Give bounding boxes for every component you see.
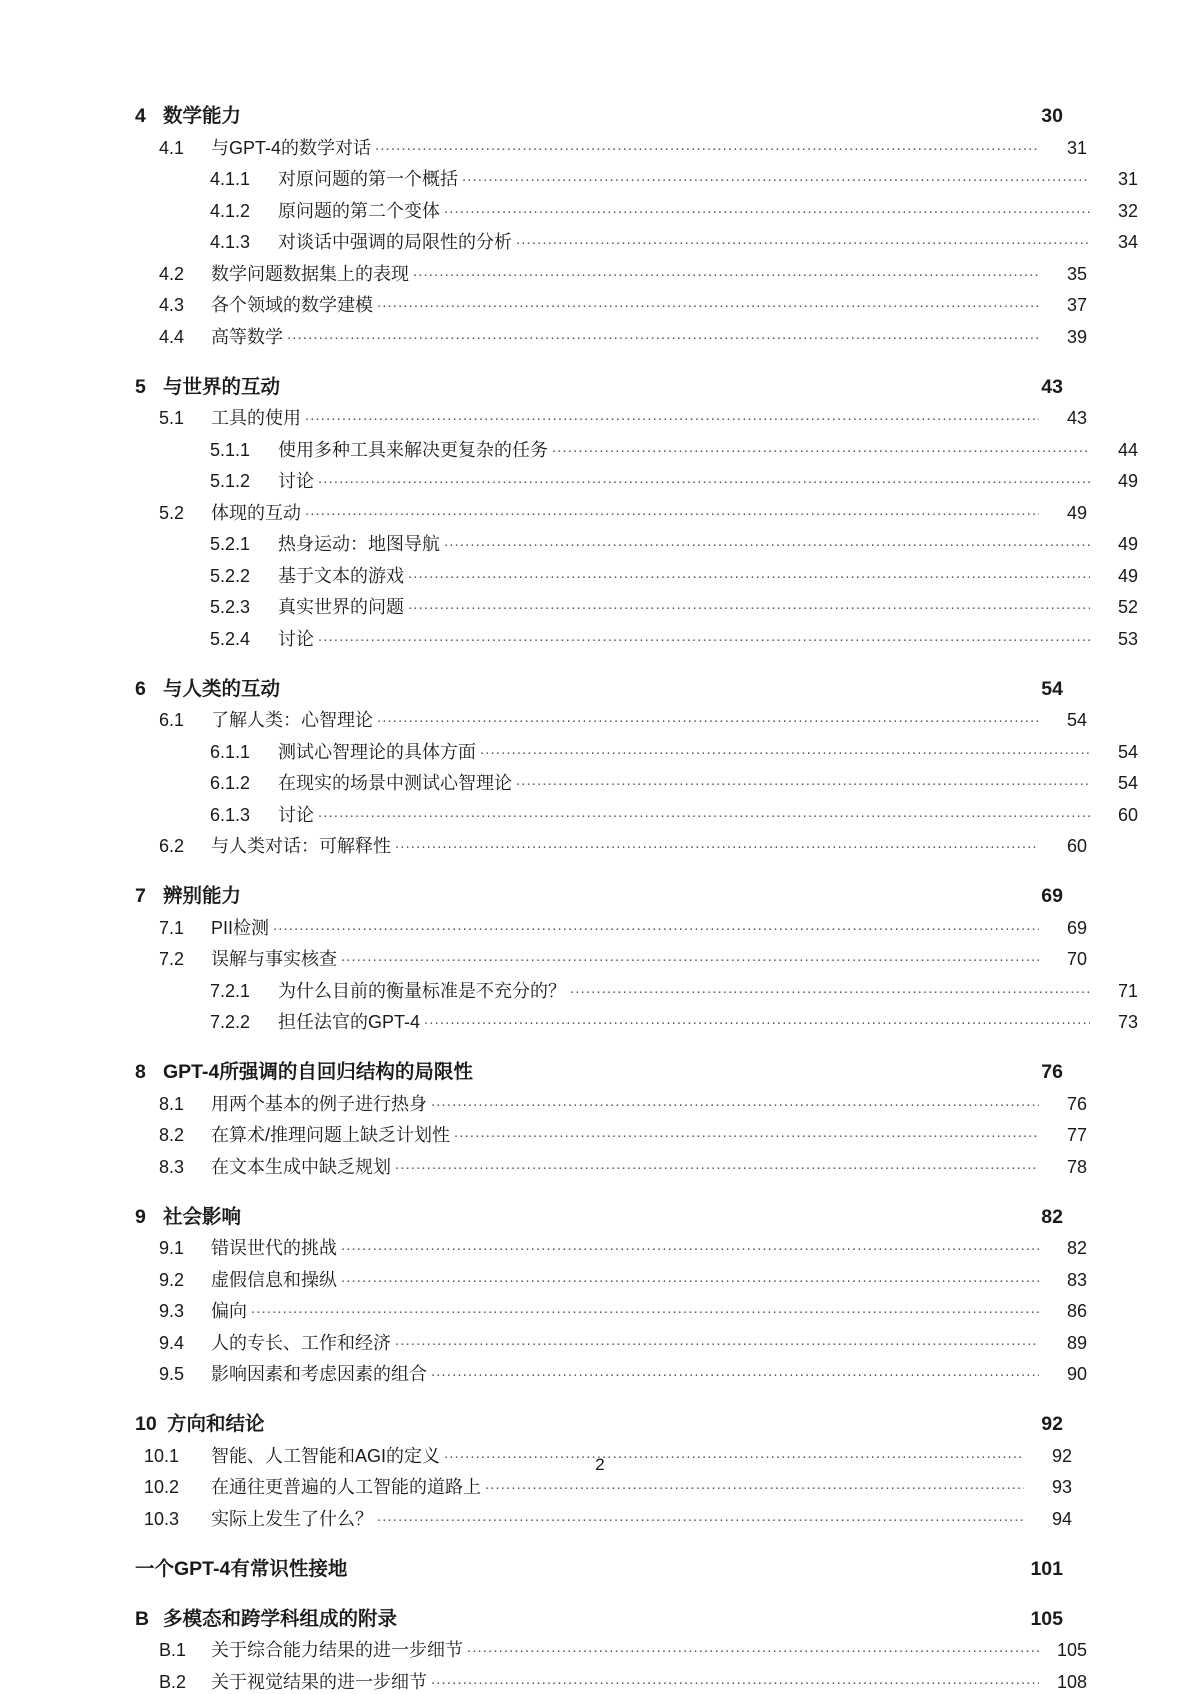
toc-section-row[interactable] xyxy=(159,323,1087,349)
toc-entry-number: 4.1.3 xyxy=(210,232,251,252)
toc-entry-page-number: 60 xyxy=(1066,836,1087,856)
toc-entry-title: 一个GPT-4有常识性接地 xyxy=(135,1557,348,1580)
page-footer xyxy=(0,1455,1200,1475)
toc-entry-title: 智能、人工智能和AGI的定义 xyxy=(211,1445,441,1466)
toc-section-row[interactable] xyxy=(159,832,1087,858)
toc-entry-title: 使用多种工具来解决更复杂的任务 xyxy=(278,439,548,460)
toc-entry-number: 6.2 xyxy=(159,836,185,856)
toc-entry-number: 5.2 xyxy=(159,502,185,523)
toc-entry-title: 在文本生成中缺乏规划 xyxy=(211,1156,391,1177)
toc-entry-title: 辨别能力 xyxy=(163,885,242,907)
toc-entry-page-number: 89 xyxy=(1066,1332,1087,1353)
toc-section-row[interactable] xyxy=(159,1636,1087,1662)
toc-section-row[interactable] xyxy=(210,977,1138,1003)
dot-leader xyxy=(552,438,1090,456)
dot-leader xyxy=(318,803,1090,821)
toc-entry-title: 偏向 xyxy=(211,1301,247,1321)
toc-section-row[interactable] xyxy=(210,197,1138,223)
toc-section-row[interactable] xyxy=(159,260,1087,286)
dot-leader xyxy=(408,595,1090,613)
toc-chapter-row[interactable] xyxy=(135,1408,1063,1436)
toc-entry-page-number: 30 xyxy=(1041,105,1063,127)
toc-entry-title: 用两个基本的例子进行热身 xyxy=(211,1093,427,1114)
toc-section-row[interactable] xyxy=(159,1266,1087,1292)
toc-chapter-row[interactable] xyxy=(135,673,1063,701)
toc-entry-title: 对谈话中强调的局限性的分析 xyxy=(278,232,512,252)
toc-chapter-row[interactable] xyxy=(135,1603,1063,1631)
toc-entry-page-number: 93 xyxy=(1051,1477,1072,1497)
dot-leader xyxy=(424,1010,1090,1028)
footer-page-number: 2 xyxy=(595,1455,605,1474)
toc-entry-page-number: 73 xyxy=(1117,1012,1138,1032)
toc-entry-title: 人的专长、工作和经济 xyxy=(211,1332,391,1353)
dot-leader xyxy=(516,771,1090,789)
toc-entry-page-number: 69 xyxy=(1041,885,1063,907)
toc-entry-title: 基于文本的游戏 xyxy=(278,565,404,586)
dot-leader xyxy=(485,1475,1024,1493)
toc-entry-number: 9 xyxy=(135,1205,146,1228)
dot-leader xyxy=(431,1670,1039,1688)
toc-entry-title: 社会影响 xyxy=(163,1205,242,1228)
toc-entry-page-number: 49 xyxy=(1066,502,1087,523)
toc-entry-title: 讨论 xyxy=(278,628,314,649)
toc-entry-title: 为什么目前的衡量标准是不充分的？ xyxy=(278,980,566,1001)
toc-entry-page-number: 105 xyxy=(1056,1640,1087,1660)
toc-entry-number: 10.2 xyxy=(144,1477,180,1497)
dot-leader xyxy=(287,325,1039,343)
dot-leader xyxy=(395,1155,1039,1173)
toc-section-row[interactable] xyxy=(159,291,1087,317)
toc-entry-number: 7 xyxy=(135,885,146,907)
toc-entry-number: 7.2.2 xyxy=(210,1012,251,1032)
toc-entry-page-number: 49 xyxy=(1117,534,1138,554)
toc-entry-page-number: 60 xyxy=(1117,804,1138,825)
toc-entry-number: 4.1 xyxy=(159,137,185,158)
toc-entry-number: B.1 xyxy=(159,1640,187,1660)
toc-section-row[interactable] xyxy=(144,1473,1072,1499)
toc-entry-page-number: 78 xyxy=(1066,1156,1087,1177)
toc-entry-page-number: 76 xyxy=(1066,1093,1087,1114)
toc-entry-title: 高等数学 xyxy=(211,326,283,347)
dot-leader xyxy=(431,1092,1039,1110)
toc-section-row[interactable] xyxy=(159,945,1087,971)
dot-leader xyxy=(395,834,1039,852)
dot-leader xyxy=(431,1362,1039,1380)
toc-entry-title: 方向和结论 xyxy=(167,1413,265,1435)
toc-section-row[interactable] xyxy=(159,1329,1087,1355)
toc-entry-title: PII检测 xyxy=(211,917,270,938)
toc-entry-number: 5.1.2 xyxy=(210,471,251,491)
toc-entry-page-number: 44 xyxy=(1117,439,1138,460)
toc-entry-page-number: 82 xyxy=(1066,1238,1087,1258)
toc-entry-title: 影响因素和考虑因素的组合 xyxy=(211,1364,427,1384)
toc-chapter-row[interactable] xyxy=(135,1553,1063,1581)
toc-entry-number: 5.2.2 xyxy=(210,565,251,586)
toc-entry-title: 关于综合能力结果的进一步细节 xyxy=(211,1640,463,1660)
toc-entry-page-number: 101 xyxy=(1030,1557,1063,1580)
toc-entry-page-number: 43 xyxy=(1041,375,1063,398)
toc-entry-page-number: 108 xyxy=(1056,1671,1087,1692)
toc-entry-page-number: 43 xyxy=(1066,408,1087,428)
toc-entry-page-number: 37 xyxy=(1066,295,1087,315)
toc-entry-number: 9.3 xyxy=(159,1301,185,1321)
toc-section-row[interactable] xyxy=(159,1153,1087,1179)
toc-chapter-row[interactable] xyxy=(135,100,1063,128)
toc-entry-title: 在算术/推理问题上缺乏计划性 xyxy=(211,1125,450,1145)
dot-leader xyxy=(377,293,1039,311)
dot-leader xyxy=(305,501,1039,519)
toc-entry-number: 6.1.3 xyxy=(210,804,251,825)
toc-entry-title: 数学问题数据集上的表现 xyxy=(211,263,409,284)
toc-chapter-row[interactable] xyxy=(135,1201,1063,1229)
toc-entry-title: 担任法官的GPT-4 xyxy=(278,1012,421,1032)
toc-section-row[interactable] xyxy=(144,1505,1072,1531)
dot-leader xyxy=(408,564,1090,582)
toc-entry-title: 热身运动：地图导航 xyxy=(278,534,440,554)
toc-entry-number: 7.2 xyxy=(159,949,185,969)
toc-section-row[interactable] xyxy=(159,404,1087,430)
toc-section-row[interactable] xyxy=(210,593,1138,619)
toc-entry-title: 原问题的第二个变体 xyxy=(278,200,440,221)
toc-section-row[interactable] xyxy=(159,1360,1087,1386)
toc-entry-number: 5.2.1 xyxy=(210,534,251,554)
toc-section-row[interactable] xyxy=(159,1121,1087,1147)
toc-entry-number: 4.4 xyxy=(159,326,185,347)
dot-leader xyxy=(377,708,1039,726)
toc-entry-number: 4.1.1 xyxy=(210,169,251,189)
toc-entry-number: 4.1.2 xyxy=(210,200,251,221)
toc-entry-number: 9.4 xyxy=(159,1332,185,1353)
toc-entry-page-number: 86 xyxy=(1066,1301,1087,1321)
toc-section-row[interactable] xyxy=(210,738,1138,764)
toc-entry-number: 7.1 xyxy=(159,917,185,938)
dot-leader xyxy=(516,230,1090,248)
toc-section-row[interactable] xyxy=(159,1297,1087,1323)
toc-entry-page-number: 39 xyxy=(1066,326,1087,347)
toc-entry-page-number: 53 xyxy=(1117,628,1138,649)
toc-section-row[interactable] xyxy=(210,1008,1138,1034)
toc-section-row[interactable] xyxy=(159,1090,1087,1116)
toc-section-row[interactable] xyxy=(159,1668,1087,1694)
toc-entry-page-number: 69 xyxy=(1066,917,1087,938)
toc-entry-page-number: 92 xyxy=(1041,1413,1063,1435)
toc-section-row[interactable] xyxy=(159,1234,1087,1260)
toc-entry-number: 6.1 xyxy=(159,710,185,730)
toc-entry-title: 测试心智理论的具体方面 xyxy=(278,741,476,762)
toc-entry-page-number: 92 xyxy=(1051,1445,1072,1466)
toc-entry-title: 对原问题的第一个概括 xyxy=(278,169,458,189)
toc-entry-number: 10.1 xyxy=(144,1445,180,1466)
toc-entry-title: 错误世代的挑战 xyxy=(211,1238,337,1258)
toc-section-row[interactable] xyxy=(159,706,1087,732)
dot-leader xyxy=(273,916,1039,934)
toc-entry-title: 在现实的场景中测试心智理论 xyxy=(278,773,512,793)
toc-entry-page-number: 54 xyxy=(1041,677,1063,700)
toc-entry-title: 了解人类：心智理论 xyxy=(211,710,373,730)
toc-entry-page-number: 90 xyxy=(1066,1364,1087,1384)
toc-entry-page-number: 77 xyxy=(1066,1125,1087,1145)
toc-entry-number: 5 xyxy=(135,375,146,398)
toc-entry-number: 5.1.1 xyxy=(210,439,251,460)
toc-entry-page-number: 31 xyxy=(1066,137,1087,158)
dot-leader xyxy=(251,1299,1039,1317)
dot-leader xyxy=(462,167,1090,185)
toc-entry-page-number: 54 xyxy=(1066,710,1087,730)
toc-section-row[interactable] xyxy=(210,769,1138,795)
toc-entry-page-number: 94 xyxy=(1051,1508,1072,1529)
toc-section-row[interactable] xyxy=(210,530,1138,556)
toc-entry-number: 8.3 xyxy=(159,1156,185,1177)
toc-entry-page-number: 76 xyxy=(1041,1061,1063,1083)
toc-entry-title: 与GPT-4的数学对话 xyxy=(211,137,372,158)
toc-entry-page-number: 31 xyxy=(1117,169,1138,189)
toc-entry-number: B xyxy=(135,1607,150,1630)
toc-entry-number: 8 xyxy=(135,1061,146,1083)
toc-entry-number: 5.2.4 xyxy=(210,628,251,649)
toc-chapter-row[interactable] xyxy=(135,1056,1063,1084)
toc-entry-title: 讨论 xyxy=(278,804,314,825)
toc-chapter-row[interactable] xyxy=(135,371,1063,399)
toc-entry-page-number: 83 xyxy=(1066,1269,1087,1290)
toc-entry-number: 10.3 xyxy=(144,1508,180,1529)
dot-leader xyxy=(467,1638,1039,1656)
toc-entry-number: 4 xyxy=(135,105,146,127)
toc-entry-number: 6.1.1 xyxy=(210,741,251,762)
dot-leader xyxy=(377,1507,1024,1525)
dot-leader xyxy=(375,136,1039,154)
dot-leader xyxy=(305,406,1039,424)
toc-entry-page-number: 49 xyxy=(1117,565,1138,586)
toc-entry-title: 体现的互动 xyxy=(211,502,301,523)
toc-section-row[interactable] xyxy=(210,436,1138,462)
toc-entry-title: 在通往更普遍的人工智能的道路上 xyxy=(211,1477,481,1497)
toc-entry-number: 9.2 xyxy=(159,1269,185,1290)
toc-entry-page-number: 35 xyxy=(1066,263,1087,284)
toc-entry-page-number: 54 xyxy=(1117,741,1138,762)
toc-entry-number: 9.1 xyxy=(159,1238,185,1258)
toc-entry-page-number: 54 xyxy=(1117,773,1138,793)
toc-entry-number: 9.5 xyxy=(159,1364,185,1384)
dot-leader xyxy=(444,199,1090,217)
toc-entry-title: 实际上发生了什么？ xyxy=(211,1508,373,1529)
toc-section-row[interactable] xyxy=(210,228,1138,254)
toc-chapter-row[interactable] xyxy=(135,880,1063,908)
toc-entry-title: 虚假信息和操纵 xyxy=(211,1269,337,1290)
toc-entry-title: 真实世界的问题 xyxy=(278,597,404,617)
toc-section-row[interactable] xyxy=(159,134,1087,160)
toc-entry-page-number: 52 xyxy=(1117,597,1138,617)
toc-entry-page-number: 49 xyxy=(1117,471,1138,491)
toc-entry-page-number: 71 xyxy=(1117,980,1138,1001)
toc-section-row[interactable] xyxy=(159,499,1087,525)
toc-entry-page-number: 32 xyxy=(1117,200,1138,221)
table-of-contents xyxy=(135,78,1138,1694)
dot-leader xyxy=(444,532,1090,550)
toc-section-row[interactable] xyxy=(210,165,1138,191)
dot-leader xyxy=(454,1123,1039,1141)
dot-leader xyxy=(480,740,1090,758)
toc-entry-number: 4.2 xyxy=(159,263,185,284)
toc-entry-number: 8.1 xyxy=(159,1093,185,1114)
toc-entry-number: 8.2 xyxy=(159,1125,185,1145)
toc-entry-title: 各个领域的数学建模 xyxy=(211,295,373,315)
toc-entry-number: 5.1 xyxy=(159,408,185,428)
toc-entry-number: 7.2.1 xyxy=(210,980,251,1001)
toc-entry-page-number: 34 xyxy=(1117,232,1138,252)
toc-entry-title: 关于视觉结果的进一步细节 xyxy=(211,1671,427,1692)
toc-section-row[interactable] xyxy=(210,467,1138,493)
toc-entry-page-number: 70 xyxy=(1066,949,1087,969)
dot-leader xyxy=(341,947,1039,965)
toc-section-row[interactable] xyxy=(159,914,1087,940)
dot-leader xyxy=(413,262,1039,280)
toc-entry-title: 与人类对话：可解释性 xyxy=(211,836,391,856)
toc-entry-title: 讨论 xyxy=(278,471,314,491)
dot-leader xyxy=(570,979,1090,997)
dot-leader xyxy=(341,1236,1039,1254)
toc-entry-title: GPT-4所强调的自回归结构的局限性 xyxy=(163,1061,473,1083)
toc-entry-number: 6.1.2 xyxy=(210,773,251,793)
toc-entry-page-number: 105 xyxy=(1030,1607,1063,1630)
toc-entry-title: 数学能力 xyxy=(163,105,242,127)
toc-section-row[interactable] xyxy=(210,562,1138,588)
toc-entry-title: 与世界的互动 xyxy=(163,375,281,398)
toc-entry-number: 10 xyxy=(135,1413,157,1435)
toc-entry-page-number: 82 xyxy=(1041,1205,1063,1228)
toc-section-row[interactable] xyxy=(210,801,1138,827)
toc-entry-number: 4.3 xyxy=(159,295,185,315)
dot-leader xyxy=(395,1331,1039,1349)
toc-entry-title: 与人类的互动 xyxy=(163,677,281,700)
dot-leader xyxy=(341,1268,1039,1286)
toc-entry-number: 5.2.3 xyxy=(210,597,251,617)
toc-section-row[interactable] xyxy=(210,625,1138,651)
toc-entry-title: 误解与事实核查 xyxy=(211,949,337,969)
dot-leader xyxy=(318,469,1090,487)
toc-entry-number: B.2 xyxy=(159,1671,187,1692)
toc-entry-title: 多模态和跨学科组成的附录 xyxy=(163,1607,398,1630)
dot-leader xyxy=(318,627,1090,645)
toc-entry-title: 工具的使用 xyxy=(211,408,301,428)
toc-entry-number: 6 xyxy=(135,677,146,700)
